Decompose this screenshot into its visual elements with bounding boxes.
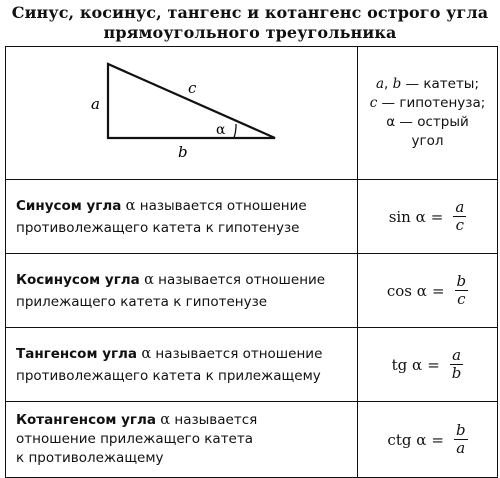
fraction bbox=[454, 422, 468, 457]
numerator: a bbox=[452, 346, 462, 364]
legend-b: b bbox=[392, 76, 402, 92]
formula-func: ctg bbox=[387, 430, 412, 449]
formula-func: sin bbox=[388, 207, 411, 226]
definition-text bbox=[6, 343, 357, 387]
formula-alpha: α bbox=[415, 207, 426, 226]
figure-row bbox=[6, 47, 498, 180]
triangle-shape bbox=[108, 64, 275, 138]
definition-line: противолежащего катета к прилежащему bbox=[16, 367, 321, 384]
page-title bbox=[0, 3, 500, 43]
numerator: a bbox=[455, 198, 465, 216]
formula-tg bbox=[392, 347, 464, 382]
numerator: b bbox=[456, 272, 467, 290]
denominator: b bbox=[451, 364, 462, 382]
fraction bbox=[455, 273, 469, 308]
definition-rest: называется bbox=[170, 412, 258, 428]
definition-term: Котангенсом угла bbox=[16, 412, 156, 428]
definition-text bbox=[6, 269, 357, 313]
legend bbox=[358, 75, 497, 151]
definition-line: к противолежащему bbox=[16, 450, 164, 466]
legend-c: c bbox=[369, 95, 378, 111]
definition-term: Косинусом угла bbox=[16, 271, 140, 288]
formula-cos bbox=[387, 273, 468, 308]
legend-cell bbox=[358, 47, 498, 180]
leg-a-label: a bbox=[91, 95, 100, 113]
title-line-1: Синус, косинус, тангенс и котангенс острого угла bbox=[11, 3, 489, 22]
formula-func: cos bbox=[386, 281, 413, 300]
definition-text bbox=[6, 411, 357, 468]
fraction bbox=[450, 347, 464, 382]
legend-a: a bbox=[375, 76, 385, 92]
definition-rest: называется отношение bbox=[135, 197, 307, 214]
definitions-table bbox=[5, 46, 498, 478]
definition-row-ctg bbox=[6, 402, 498, 478]
legend-angle-text: угол bbox=[411, 133, 444, 149]
angle-arc bbox=[234, 124, 236, 138]
definition-rest: называется отношение bbox=[153, 271, 326, 288]
alpha-symbol: α bbox=[125, 197, 136, 214]
legend-alpha-text: α — острый bbox=[386, 114, 469, 130]
formula-alpha: α bbox=[416, 430, 427, 449]
leg-b-label: b bbox=[178, 143, 188, 161]
numerator: b bbox=[455, 421, 466, 439]
definition-line: прилежащего катета к гипотенузе bbox=[16, 293, 268, 310]
denominator: a bbox=[456, 439, 466, 457]
definition-term: Синусом угла bbox=[16, 197, 122, 214]
definition-row-cos bbox=[6, 254, 498, 328]
right-triangle-figure bbox=[6, 47, 355, 175]
definition-text bbox=[6, 195, 357, 239]
formula-ctg bbox=[387, 422, 467, 457]
title-line-2: прямоугольного треугольника bbox=[103, 23, 397, 42]
definition-row-sin bbox=[6, 180, 498, 254]
formula-sin bbox=[389, 199, 467, 234]
legend-legs-text: — катеты; bbox=[401, 76, 480, 92]
definition-rest: называется отношение bbox=[151, 345, 323, 362]
hypotenuse-c-label: c bbox=[188, 79, 197, 97]
alpha-symbol: α bbox=[144, 271, 154, 288]
definition-term: Тангенсом угла bbox=[16, 345, 138, 362]
definition-line: противолежащего катета к гипотенузе bbox=[16, 219, 300, 236]
alpha-symbol: α bbox=[141, 345, 152, 362]
denominator: c bbox=[455, 216, 465, 234]
legend-sep: , bbox=[384, 76, 393, 92]
formula-equals: = bbox=[431, 281, 445, 300]
formula-func: tg bbox=[391, 355, 408, 374]
formula-equals: = bbox=[431, 430, 444, 449]
fraction bbox=[453, 199, 466, 234]
legend-hyp-text: — гипотенуза; bbox=[377, 95, 486, 111]
figure-cell bbox=[6, 47, 358, 180]
denominator: c bbox=[457, 290, 466, 308]
angle-alpha-label: α bbox=[216, 122, 226, 138]
formula-alpha: α bbox=[416, 281, 427, 300]
definition-row-tg bbox=[6, 328, 498, 402]
formula-alpha: α bbox=[412, 355, 423, 374]
formula-equals: = bbox=[427, 355, 440, 374]
formula-equals: = bbox=[430, 207, 444, 226]
definition-line: отношение прилежащего катета bbox=[16, 431, 254, 447]
alpha-symbol: α bbox=[160, 412, 171, 428]
